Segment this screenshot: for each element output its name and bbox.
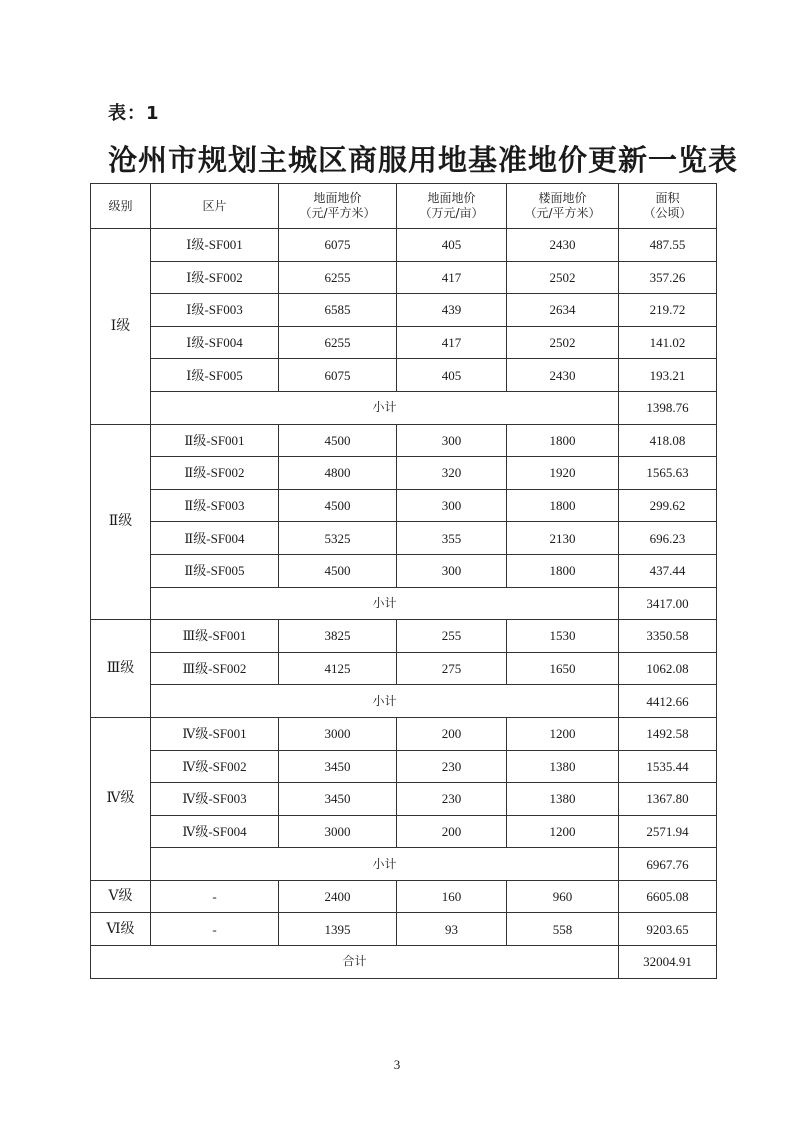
- land-price-m2-cell: 6585: [279, 294, 397, 327]
- floor-price-cell: 1380: [507, 783, 619, 816]
- land-price-mu-cell: 405: [397, 229, 507, 262]
- floor-price-cell: 2130: [507, 522, 619, 555]
- zone-cell: Ⅲ级-SF002: [151, 652, 279, 685]
- land-price-m2-cell: 6075: [279, 359, 397, 392]
- floor-price-cell: 1200: [507, 717, 619, 750]
- land-price-m2-cell: 6255: [279, 326, 397, 359]
- table-row: [91, 815, 717, 848]
- floor-price-cell: 558: [507, 913, 619, 946]
- table-row: [91, 489, 717, 522]
- subtotal-row: [91, 391, 717, 424]
- floor-price-cell: 1380: [507, 750, 619, 783]
- land-price-mu-cell: 160: [397, 880, 507, 913]
- level-cell: Ⅳ级: [91, 717, 151, 880]
- land-price-mu-cell: 417: [397, 261, 507, 294]
- header-level: 级别: [91, 184, 151, 229]
- land-price-mu-cell: 93: [397, 913, 507, 946]
- zone-cell: -: [151, 880, 279, 913]
- table-row: [91, 750, 717, 783]
- land-price-m2-cell: 4800: [279, 457, 397, 490]
- table-row: [91, 554, 717, 587]
- land-price-mu-cell: 230: [397, 750, 507, 783]
- table-row: [91, 359, 717, 392]
- land-price-mu-cell: 300: [397, 489, 507, 522]
- land-price-mu-cell: 405: [397, 359, 507, 392]
- level-cell: Ⅵ级: [91, 913, 151, 946]
- land-price-m2-cell: 3450: [279, 783, 397, 816]
- area-cell: 1062.08: [619, 652, 717, 685]
- header-area: 面积 （公顷）: [619, 184, 717, 229]
- land-price-m2-cell: 3000: [279, 815, 397, 848]
- area-cell: 193.21: [619, 359, 717, 392]
- area-cell: 487.55: [619, 229, 717, 262]
- subtotal-value: 6967.76: [619, 848, 717, 881]
- zone-cell: Ⅱ级-SF004: [151, 522, 279, 555]
- total-value: 32004.91: [619, 946, 717, 979]
- land-price-m2-cell: 3000: [279, 717, 397, 750]
- land-price-mu-cell: 439: [397, 294, 507, 327]
- floor-price-cell: 2502: [507, 326, 619, 359]
- subtotal-row: [91, 848, 717, 881]
- subtotal-row: [91, 685, 717, 718]
- zone-cell: Ⅱ级-SF003: [151, 489, 279, 522]
- area-cell: 437.44: [619, 554, 717, 587]
- header-land-price-m2: 地面地价 （元/平方米）: [279, 184, 397, 229]
- area-cell: 1565.63: [619, 457, 717, 490]
- area-cell: 3350.58: [619, 620, 717, 653]
- floor-price-cell: 2430: [507, 359, 619, 392]
- land-price-mu-cell: 255: [397, 620, 507, 653]
- land-price-m2-cell: 4500: [279, 424, 397, 457]
- land-price-mu-cell: 417: [397, 326, 507, 359]
- land-price-mu-cell: 275: [397, 652, 507, 685]
- land-price-m2-cell: 6255: [279, 261, 397, 294]
- land-price-mu-cell: 300: [397, 424, 507, 457]
- zone-cell: Ⅱ级-SF001: [151, 424, 279, 457]
- land-price-m2-cell: 4500: [279, 554, 397, 587]
- floor-price-cell: 1650: [507, 652, 619, 685]
- zone-cell: Ⅰ级-SF004: [151, 326, 279, 359]
- table-label: 表：1: [108, 103, 160, 124]
- area-cell: 418.08: [619, 424, 717, 457]
- area-cell: 1535.44: [619, 750, 717, 783]
- table-row: [91, 522, 717, 555]
- subtotal-label: 小计: [151, 848, 619, 881]
- subtotal-value: 3417.00: [619, 587, 717, 620]
- zone-cell: Ⅲ级-SF001: [151, 620, 279, 653]
- floor-price-cell: 2430: [507, 229, 619, 262]
- land-price-m2-cell: 3450: [279, 750, 397, 783]
- zone-cell: Ⅳ级-SF002: [151, 750, 279, 783]
- table-row: [91, 457, 717, 490]
- floor-price-cell: 1800: [507, 424, 619, 457]
- table-row: [91, 880, 717, 913]
- subtotal-label: 小计: [151, 391, 619, 424]
- floor-price-cell: 1920: [507, 457, 619, 490]
- level-cell: Ⅴ级: [91, 880, 151, 913]
- subtotal-label: 小计: [151, 685, 619, 718]
- land-price-m2-cell: 2400: [279, 880, 397, 913]
- floor-price-cell: 1800: [507, 554, 619, 587]
- land-price-m2-cell: 1395: [279, 913, 397, 946]
- zone-cell: Ⅰ级-SF005: [151, 359, 279, 392]
- floor-price-cell: 2634: [507, 294, 619, 327]
- area-cell: 299.62: [619, 489, 717, 522]
- land-price-mu-cell: 230: [397, 783, 507, 816]
- land-price-mu-cell: 300: [397, 554, 507, 587]
- zone-cell: Ⅰ级-SF001: [151, 229, 279, 262]
- subtotal-value: 4412.66: [619, 685, 717, 718]
- land-price-m2-cell: 3825: [279, 620, 397, 653]
- table-row: [91, 229, 717, 262]
- floor-price-cell: 1800: [507, 489, 619, 522]
- page-title: 沧州市规划主城区商服用地基准地价更新一览表: [108, 143, 739, 177]
- table-row: [91, 294, 717, 327]
- table-row: [91, 652, 717, 685]
- area-cell: 219.72: [619, 294, 717, 327]
- zone-cell: Ⅳ级-SF003: [151, 783, 279, 816]
- zone-cell: Ⅱ级-SF002: [151, 457, 279, 490]
- floor-price-cell: 2502: [507, 261, 619, 294]
- subtotal-row: [91, 587, 717, 620]
- zone-cell: Ⅰ级-SF003: [151, 294, 279, 327]
- area-cell: 1367.80: [619, 783, 717, 816]
- area-cell: 6605.08: [619, 880, 717, 913]
- level-cell: Ⅲ级: [91, 620, 151, 718]
- land-price-mu-cell: 355: [397, 522, 507, 555]
- subtotal-value: 1398.76: [619, 391, 717, 424]
- zone-cell: Ⅱ级-SF005: [151, 554, 279, 587]
- zone-cell: Ⅰ级-SF002: [151, 261, 279, 294]
- table-row: [91, 717, 717, 750]
- area-cell: 2571.94: [619, 815, 717, 848]
- total-row: [91, 946, 717, 979]
- table-body: [91, 229, 717, 979]
- land-price-table: [90, 183, 717, 979]
- level-cell: Ⅱ级: [91, 424, 151, 620]
- total-label: 合计: [91, 946, 619, 979]
- zone-cell: -: [151, 913, 279, 946]
- table-row: [91, 783, 717, 816]
- table-row: [91, 326, 717, 359]
- land-price-mu-cell: 200: [397, 717, 507, 750]
- land-price-m2-cell: 5325: [279, 522, 397, 555]
- land-price-m2-cell: 4500: [279, 489, 397, 522]
- table-row: [91, 620, 717, 653]
- table-row: [91, 424, 717, 457]
- area-cell: 9203.65: [619, 913, 717, 946]
- area-cell: 357.26: [619, 261, 717, 294]
- header-floor-price: 楼面地价 （元/平方米）: [507, 184, 619, 229]
- land-price-m2-cell: 6075: [279, 229, 397, 262]
- table-row: [91, 261, 717, 294]
- subtotal-label: 小计: [151, 587, 619, 620]
- area-cell: 696.23: [619, 522, 717, 555]
- zone-cell: Ⅳ级-SF004: [151, 815, 279, 848]
- land-price-mu-cell: 200: [397, 815, 507, 848]
- area-cell: 141.02: [619, 326, 717, 359]
- land-price-m2-cell: 4125: [279, 652, 397, 685]
- table-row: [91, 913, 717, 946]
- area-cell: 1492.58: [619, 717, 717, 750]
- table-header-row: [91, 184, 717, 229]
- land-price-mu-cell: 320: [397, 457, 507, 490]
- header-land-price-mu: 地面地价 （万元/亩）: [397, 184, 507, 229]
- zone-cell: Ⅳ级-SF001: [151, 717, 279, 750]
- level-cell: Ⅰ级: [91, 229, 151, 425]
- floor-price-cell: 960: [507, 880, 619, 913]
- floor-price-cell: 1530: [507, 620, 619, 653]
- page-number: 3: [393, 1057, 401, 1072]
- floor-price-cell: 1200: [507, 815, 619, 848]
- header-zone: 区片: [151, 184, 279, 229]
